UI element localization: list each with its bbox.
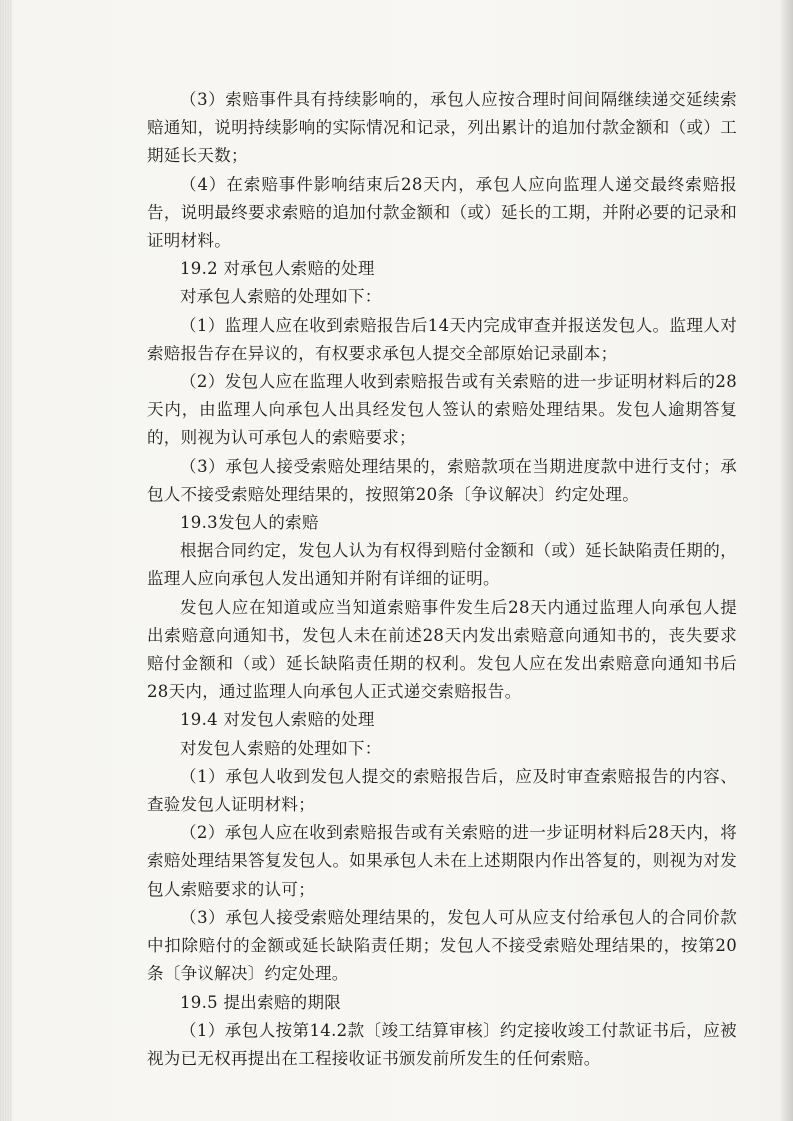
page-shadow-edge-right — [779, 0, 793, 1121]
paragraph-intro-19-4: 对发包人索赔的处理如下： — [180, 738, 382, 758]
paragraph-19-4-item-3: （3）承包人接受索赔处理结果的，发包人可从应支付给承包人的合同价款中扣除赔付的金额或延长缺陷责任期；发包人不接受索赔处理结果的，按第20条〔争议解决〕约定处理。 — [147, 907, 737, 984]
document-body — [147, 86, 737, 1073]
page-stack-edge-left — [0, 0, 12, 1121]
paragraph-item-4-final-claim-report: （4）在索赔事件影响结束后28天内，承包人应向监理人递交最终索赔报告，说明最终要求索赔的追加付款金额和（或）延长的工期，并附必要的记录和证明材料。 — [147, 174, 737, 251]
paragraph-19-2-item-1: （1）监理人应在收到索赔报告后14天内完成审查并报送发包人。监理人对索赔报告存在异议的，有权要求承包人提交全部原始记录副本； — [147, 315, 737, 363]
paragraph-19-2-item-3: （3）承包人接受索赔处理结果的，索赔款项在当期进度款中进行支付；承包人不接受索赔处理结果的，按照第20条〔争议解决〕约定处理。 — [147, 456, 737, 504]
paragraph-19-4-item-1: （1）承包人收到发包人提交的索赔报告后，应及时审查索赔报告的内容、查验发包人证明材料； — [147, 766, 737, 815]
paragraph-19-3-notice: 发包人应在知道或应当知道索赔事件发生后28天内通过监理人向承包人提出索赔意向通知书，发包人未在前述28天内发出索赔意向通知书的，丧失要求赔付金额和（或）延长缺陷责任期的权利。发包人应在发出索赔意向通知书后28天内，通过监理人向承包人正式递交索赔报告。 — [147, 597, 737, 702]
paragraph-19-4-item-2: （2）承包人应在收到索赔报告或有关索赔的进一步证明材料后28天内，将索赔处理结果答复发包人。如果承包人未在上述期限内作出答复的，则视为对发包人索赔要求的认可； — [147, 823, 737, 899]
paragraph-19-2-item-2: （2）发包人应在监理人收到索赔报告或有关索赔的进一步证明材料后的28天内，由监理人向承包人出具经发包人签认的索赔处理结果。发包人逾期答复的，则视为认可承包人的索赔要求； — [147, 372, 737, 448]
paragraph-intro-19-2: 对承包人索赔的处理如下： — [180, 287, 382, 307]
section-heading-19-2: 19.2 对承包人索赔的处理 — [180, 259, 375, 279]
section-heading-19-3: 19.3发包人的索赔 — [180, 513, 319, 533]
paragraph-19-5-item-1: （1）承包人按第14.2款〔竣工结算审核〕约定接收竣工付款证书后，应被视为已无权再提出在工程接收证书颁发前所发生的任何索赔。 — [147, 1020, 737, 1068]
section-heading-19-5: 19.5 提出索赔的期限 — [180, 992, 342, 1012]
paragraph-19-3-intro: 根据合同约定，发包人认为有权得到赔付金额和（或）延长缺陷责任期的，监理人应向承包人发出通知并附有详细的证明。 — [147, 541, 737, 589]
section-heading-19-4: 19.4 对发包人索赔的处理 — [180, 710, 375, 730]
paragraph-item-3-continuing-impact: （3）索赔事件具有持续影响的，承包人应按合理时间间隔继续递交延续索赔通知，说明持续影响的实际情况和记录，列出累计的追加付款金额和（或）工期延长天数； — [147, 90, 737, 166]
